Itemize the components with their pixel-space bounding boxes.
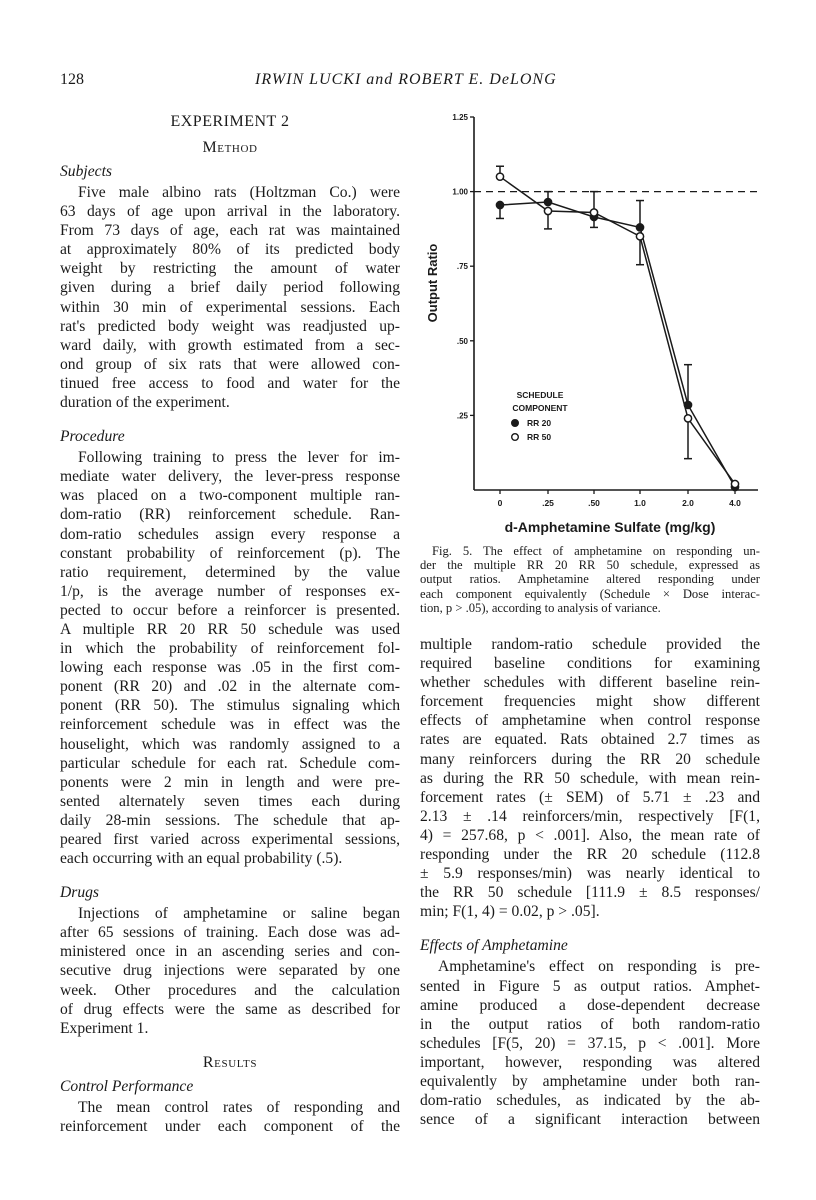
text-line: sented in Figure 5 as output ratios. Amphet- — [420, 977, 760, 995]
running-head: IRWIN LUCKI and ROBERT E. DeLONG — [255, 71, 557, 88]
x-tick-label: 4.0 — [729, 498, 741, 508]
data-point — [544, 207, 551, 214]
paragraph — [420, 635, 760, 921]
text-line: constant probability of reinforcement (p). The — [60, 544, 400, 562]
text-line: reinforcement under each component of the — [60, 1117, 400, 1135]
text-line: weight by restricting the amount of water — [60, 260, 400, 278]
text-line: week. Other procedures and the calculation — [60, 981, 400, 999]
text-line: ponent (RR 20) and .02 in the alternate com- — [60, 678, 400, 696]
text-line: secutive drug injections were separated by one — [60, 962, 400, 980]
text-line: houselight, which was randomly assigned to a — [60, 735, 400, 753]
right-column — [420, 635, 760, 1129]
caption-line: each component equivalently (Schedule × Dose interac- — [420, 586, 760, 601]
text-line: multiple random-ratio schedule provided the — [420, 636, 760, 653]
data-point — [496, 173, 503, 180]
text-line: forcement frequencies might show different — [420, 693, 760, 711]
y-tick-label: .50 — [456, 336, 468, 346]
subsection-heading: Effects of Amphetamine — [420, 937, 568, 955]
text-line: at approximately 80% of its predicted body — [60, 241, 400, 259]
text-line: Injections of amphetamine or saline began — [78, 905, 400, 923]
legend-label: RR 20 — [527, 418, 552, 428]
section-heading: EXPERIMENT 2 — [170, 113, 290, 130]
spacer — [60, 412, 400, 425]
text-line: duration of the experiment. — [60, 394, 230, 412]
text-line: whether schedules with different baseline rein- — [420, 674, 760, 692]
text-line: ± 5.9 responses/min) was nearly identical to — [420, 865, 760, 883]
text-line: lowing each response was .05 in the first com- — [60, 659, 400, 677]
text-line: 1/p, is the average number of responses ex- — [60, 582, 400, 600]
text-line: Experiment 1. — [60, 1019, 149, 1037]
paragraph — [420, 957, 760, 1129]
paragraph — [60, 448, 400, 868]
y-tick-label: 1.00 — [452, 187, 468, 197]
text-line: sence of a significant interaction between — [420, 1111, 760, 1129]
text-line: rates are equated. Rats obtained 2.7 times as — [420, 731, 760, 749]
figure-5-chart — [420, 100, 780, 540]
legend-marker — [512, 420, 519, 427]
data-point — [496, 201, 503, 208]
x-tick-label: 2.0 — [682, 498, 694, 508]
subsection-heading: Drugs — [60, 884, 99, 902]
text-line: in which the probability of reinforcement fol- — [60, 640, 400, 658]
text-line: many reinforcers during the RR 20 schedule — [420, 750, 760, 768]
data-point — [636, 224, 643, 231]
text-line: pected to occur before a reinforcer is presented. — [60, 601, 400, 619]
text-line: dom-ratio (RR) reinforcement schedule. Ran- — [60, 506, 400, 524]
spacer — [60, 1038, 400, 1051]
legend-marker — [512, 434, 519, 441]
text-line: 63 days of age upon arrival in the laboratory. — [60, 203, 400, 221]
text-line: dom-ratio schedules, as indicated by the ab- — [420, 1092, 760, 1110]
text-line: important, however, responding was altered — [420, 1053, 760, 1071]
subsection-heading: Control Performance — [60, 1077, 194, 1095]
text-line: ward daily, with growth estimated from a sec- — [60, 336, 400, 354]
text-line: ond group of six rats that were allowed con- — [60, 355, 400, 373]
y-tick-label: 1.25 — [452, 113, 468, 122]
text-line: responding under the RR 20 schedule (112.8 — [420, 846, 760, 864]
x-tick-label: 0 — [497, 498, 503, 508]
text-line: Amphetamine's effect on responding is pre- — [438, 958, 760, 976]
x-tick-label: .25 — [542, 498, 554, 508]
text-line: in the output ratios of both random-ratio — [420, 1015, 760, 1033]
text-line: ministered once in an ascending series and con- — [60, 943, 400, 961]
text-line: the RR 50 schedule [111.9 ± 8.5 responses/ — [420, 884, 760, 902]
section-heading: Method — [202, 139, 258, 156]
text-line: schedules [F(5, 20) = 37.15, p < .001]. More — [420, 1034, 760, 1052]
data-point — [544, 198, 551, 205]
series-line-rr20 — [500, 202, 735, 487]
text-line: Following training to press the lever for im- — [78, 449, 400, 467]
caption-line: Fig. 5. The effect of amphetamine on responding un- — [432, 544, 760, 558]
text-line: peared first varied across experimental sessions, — [60, 831, 400, 848]
y-tick-label: .25 — [456, 411, 468, 421]
subsection-heading: Procedure — [60, 428, 125, 446]
text-line: dom-ratio schedules assign every response a — [60, 525, 400, 543]
text-line: forcement rates (± SEM) of 5.71 ± .23 and — [420, 788, 760, 806]
left-column — [60, 108, 400, 1136]
text-line: rat's predicted body weight was readjusted up- — [60, 317, 400, 335]
legend-label: RR 50 — [527, 432, 552, 442]
legend-title: COMPONENT — [512, 403, 568, 413]
text-line: equivalently by amphetamine under both ran- — [420, 1072, 760, 1090]
paragraph — [60, 904, 400, 1038]
data-point — [636, 233, 643, 240]
text-line: as during the RR 50 schedule, with mean rein- — [420, 769, 760, 787]
y-tick-label: .75 — [456, 262, 468, 272]
text-line: ponent (RR 50). The stimulus signaling which — [60, 697, 400, 715]
page-number: 128 — [60, 71, 84, 88]
caption-line: tion, p > .05), according to analysis of variance. — [420, 600, 661, 615]
text-line: Five male albino rats (Holtzman Co.) were — [78, 184, 400, 201]
text-line: required baseline conditions for examining — [420, 655, 760, 673]
text-line: of drug effects were the same as described for — [60, 1000, 400, 1018]
text-line: amine produced a dose-dependent decrease — [420, 996, 760, 1014]
caption-line: der the multiple RR 20 RR 50 schedule, expressed as — [420, 558, 760, 573]
text-line: tinued free access to food and water for the — [60, 374, 400, 392]
text-line: 4) = 257.68, p < .001]. Also, the mean rate of — [420, 826, 760, 844]
spacer — [60, 868, 400, 881]
y-axis-label: Output Ratio — [425, 243, 440, 323]
text-line: within 30 min of experimental sessions. Each — [60, 298, 400, 316]
text-line: was placed on a two-component multiple ran- — [60, 487, 400, 505]
section-heading: Results — [202, 1053, 258, 1071]
text-line: mediate water delivery, the lever-press response — [60, 468, 400, 486]
legend-title: SCHEDULE — [516, 390, 564, 400]
paragraph — [60, 1098, 400, 1136]
text-line: particular schedule for each rat. Schedule com- — [60, 754, 400, 772]
text-line: after 65 sessions of training. Each dose was ad- — [60, 924, 400, 942]
text-line: The mean control rates of responding and — [78, 1098, 400, 1116]
x-axis-label: d-Amphetamine Sulfate (mg/kg) — [504, 519, 716, 535]
data-point — [590, 209, 597, 216]
text-line: ratio requirement, determined by the value — [60, 563, 400, 581]
text-line: A multiple RR 20 RR 50 schedule was used — [60, 620, 400, 638]
figure-caption — [420, 544, 760, 615]
text-line: daily 28-min sessions. The schedule that ap- — [60, 811, 400, 829]
text-line: each occurring with an equal probability (.5). — [60, 850, 343, 868]
text-line: 2.13 ± .14 reinforcers/min, respectively [F(1, — [420, 807, 760, 825]
subsection-heading: Subjects — [60, 163, 112, 180]
caption-line: output ratios. Amphetamine altered responding under — [420, 572, 760, 587]
text-line: ponents were 2 min in length and were pre- — [60, 773, 400, 791]
x-tick-label: 1.0 — [634, 498, 646, 508]
data-point — [731, 480, 738, 487]
text-line: From 73 days of age, each rat was maintained — [60, 222, 400, 240]
paragraph — [60, 183, 400, 412]
text-line: reinforcement schedule was in effect was the — [60, 716, 400, 734]
x-tick-label: .50 — [588, 498, 600, 508]
text-line: min; F(1, 4) = 0.02, p > .05]. — [420, 903, 600, 921]
data-point — [684, 415, 691, 422]
text-line: given during a brief daily period following — [60, 279, 400, 297]
text-line: sented alternately seven times each during — [60, 792, 400, 810]
spacer — [420, 921, 760, 934]
text-line: effects of amphetamine when control response — [420, 712, 760, 730]
